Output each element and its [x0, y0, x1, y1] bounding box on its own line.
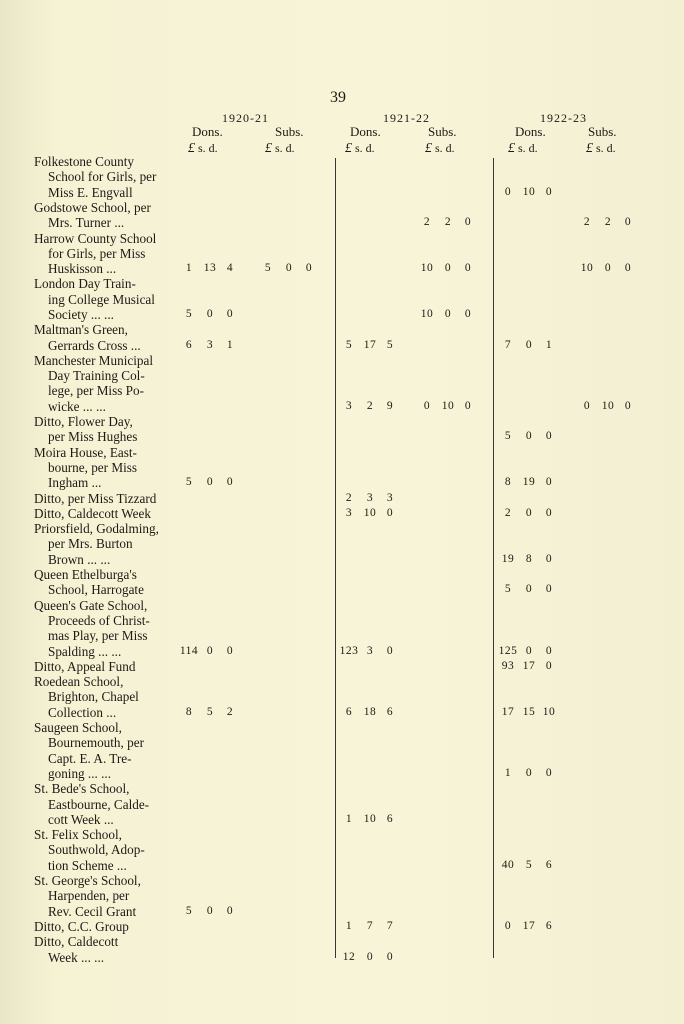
pence-value: 0 [386, 644, 394, 657]
entry-label-line: Queen Ethelburga's [34, 567, 137, 583]
entry-label-line: for Girls, per Miss [48, 245, 146, 261]
shillings-value: 17 [522, 920, 536, 932]
entry-label-line: Spalding ... ... [48, 643, 122, 659]
entry-label [34, 674, 139, 720]
entry-label-line: wicke ... ... [48, 398, 106, 414]
pence-value: 7 [386, 920, 394, 932]
amount-s3 [576, 216, 638, 228]
shillings-value: 0 [206, 644, 214, 657]
page-number: 39 [330, 89, 346, 106]
pounds-value: 12 [342, 950, 356, 963]
unit-dons-1: £ s. d. [188, 141, 218, 156]
entry-label-line: Ditto, Flower Day, [34, 414, 133, 430]
entry-label-line: Gerrards Cross ... [48, 337, 141, 353]
entry-label [34, 231, 156, 277]
shillings-value: 10 [363, 812, 377, 825]
entry-label-line: Harrow County School [34, 230, 157, 246]
shillings-value: 17 [363, 338, 377, 351]
pence-value: 0 [386, 950, 394, 963]
pounds-value: 5 [504, 583, 512, 596]
pence-value: 0 [305, 262, 313, 275]
pence-value: 0 [545, 185, 553, 198]
pence-value: 6 [386, 705, 394, 718]
shillings-value: 10 [601, 399, 615, 412]
shillings-value: 3 [366, 491, 374, 504]
unit-dons-3: £ s. d. [508, 141, 538, 156]
entry-label-line: Manchester Municipal [34, 352, 154, 368]
amount-s3 [576, 262, 638, 274]
entry-label [34, 353, 153, 414]
amount-s1 [257, 262, 319, 274]
amount-d2 [338, 813, 400, 825]
entry-label-line: School for Girls, per [48, 169, 157, 185]
pence-value: 0 [545, 506, 553, 519]
entry-label [34, 200, 151, 231]
col-head-dons-3: Dons. [515, 124, 546, 139]
pence-value: 0 [545, 644, 553, 657]
shillings-value: 2 [444, 216, 452, 229]
shillings-value: 0 [525, 583, 533, 596]
entry-label-line: Brown ... ... [48, 551, 111, 567]
pounds-value: 3 [345, 506, 353, 519]
entry-label [34, 322, 141, 353]
shillings-value: 3 [206, 338, 214, 351]
entry-label-line: tion Scheme ... [48, 857, 127, 873]
pence-value: 6 [545, 920, 553, 932]
pounds-value: 93 [501, 659, 515, 672]
pounds-value: 5 [185, 476, 193, 489]
pounds-value: 0 [504, 185, 512, 198]
pounds-value: 123 [339, 644, 359, 657]
entry-label-line: Ingham ... [48, 475, 102, 491]
pence-value: 0 [386, 506, 394, 519]
amount-d3 [497, 645, 559, 657]
pounds-value: 8 [504, 476, 512, 489]
pounds-value: 0 [504, 920, 512, 932]
entry-label [34, 720, 144, 781]
entry-label-line: Mrs. Turner ... [48, 215, 125, 231]
entry-label-line: Priorsfield, Godalming, [34, 521, 159, 537]
pence-value: 0 [464, 399, 472, 412]
shillings-value: 0 [525, 506, 533, 519]
entry-label-line: Capt. E. A. Tre- [48, 750, 132, 766]
shillings-value: 8 [525, 552, 533, 565]
pounds-value: 2 [345, 491, 353, 504]
pence-value: 0 [226, 476, 234, 489]
shillings-value: 0 [444, 308, 452, 320]
amount-d1 [178, 308, 240, 320]
pence-value: 6 [545, 858, 553, 871]
col-head-dons-1: Dons. [192, 124, 223, 139]
pounds-value: 6 [185, 338, 193, 351]
amount-d1 [178, 645, 240, 657]
pence-value: 1 [545, 338, 553, 351]
entry-label-line: Huskisson ... [48, 261, 117, 277]
pounds-value: 1 [345, 812, 353, 825]
year-heading-1920-21: 1920-21 [222, 111, 269, 125]
amount-d3 [497, 507, 559, 519]
entry-label-line: Maltman's Green, [34, 322, 128, 338]
entry-label-line: Ditto, Appeal Fund [34, 658, 136, 674]
column-divider-1 [335, 158, 336, 958]
pounds-value: 6 [345, 705, 353, 718]
pounds-value: 5 [345, 338, 353, 351]
pence-value: 6 [386, 812, 394, 825]
amount-d2 [338, 951, 400, 963]
entry-label [34, 276, 155, 322]
entry-label-line: per Mrs. Burton [48, 536, 133, 552]
pounds-value: 5 [185, 904, 193, 917]
entry-label-line: Miss E. Engvall [48, 184, 133, 200]
shillings-value: 0 [444, 262, 452, 275]
col-head-subs-3: Subs. [588, 124, 617, 139]
pounds-value: 19 [501, 552, 515, 565]
entry-label-line: Southwold, Adop- [48, 842, 145, 858]
entry-label-line: Collection ... [48, 704, 117, 720]
entry-label-line: Ditto, Caldecott [34, 934, 119, 950]
pounds-value: 125 [498, 644, 518, 657]
amount-d1 [178, 339, 240, 351]
entry-label [34, 781, 149, 827]
entry-label [34, 827, 145, 873]
shillings-value: 2 [604, 216, 612, 229]
amount-d3 [497, 706, 559, 718]
amount-d3 [497, 430, 559, 442]
amount-d3 [497, 859, 559, 871]
entry-label [34, 567, 144, 598]
entry-label-line: lege, per Miss Po- [48, 383, 144, 399]
amount-d3 [497, 767, 559, 779]
shillings-value: 0 [206, 308, 214, 320]
entry-label-line: Harpenden, per [48, 888, 130, 904]
pounds-value: 1 [504, 767, 512, 779]
pence-value: 0 [624, 399, 632, 412]
shillings-value: 0 [206, 476, 214, 489]
pounds-value: 17 [501, 705, 515, 718]
entry-label-line: Rev. Cecil Grant [48, 903, 137, 919]
entry-label-line: bourne, per Miss [48, 459, 138, 475]
entry-label-line: ing College Musical [48, 291, 155, 307]
unit-subs-1: £ s. d. [265, 141, 295, 156]
entry-label-line: mas Play, per Miss [48, 628, 148, 644]
amount-d3 [497, 583, 559, 595]
amount-d2 [338, 492, 400, 504]
entry-label-line: Week ... ... [48, 949, 105, 965]
col-head-dons-2: Dons. [350, 124, 381, 139]
amount-d2 [338, 400, 400, 412]
entry-label-line: Queen's Gate School, [34, 597, 148, 613]
entry-label-line: cott Week ... [48, 811, 114, 827]
amount-d2 [338, 706, 400, 718]
shillings-value: 15 [522, 705, 536, 718]
pounds-value: 1 [345, 920, 353, 932]
amount-d3 [497, 186, 559, 198]
col-head-subs-2: Subs. [428, 124, 457, 139]
entry-label [34, 506, 151, 521]
pounds-value: 3 [345, 399, 353, 412]
pence-value: 0 [545, 659, 553, 672]
unit-subs-3: £ s. d. [586, 141, 616, 156]
pence-value: 0 [624, 216, 632, 229]
entry-label-line: Brighton, Chapel [48, 689, 139, 705]
amount-d2 [338, 339, 400, 351]
pounds-value: 8 [185, 705, 193, 718]
amount-d3 [497, 660, 559, 672]
pence-value: 0 [545, 476, 553, 489]
pence-value: 0 [624, 262, 632, 275]
pounds-value: 0 [583, 399, 591, 412]
pounds-value: 10 [420, 262, 434, 275]
shillings-value: 0 [525, 338, 533, 351]
pence-value: 0 [545, 583, 553, 596]
pounds-value: 0 [423, 399, 431, 412]
shillings-value: 10 [363, 506, 377, 519]
amount-d1 [178, 262, 240, 274]
shillings-value: 19 [522, 476, 536, 489]
pence-value: 3 [386, 491, 394, 504]
entry-label [34, 659, 135, 674]
shillings-value: 5 [525, 858, 533, 871]
shillings-value: 17 [522, 659, 536, 672]
shillings-value: 7 [366, 920, 374, 932]
amount-s2 [416, 216, 478, 228]
entry-label-line: School, Harrogate [48, 582, 144, 598]
pence-value: 9 [386, 399, 394, 412]
entry-label [34, 445, 137, 491]
pounds-value: 114 [179, 644, 199, 657]
entry-label [34, 414, 137, 445]
pounds-value: 5 [504, 430, 512, 443]
pounds-value: 2 [583, 216, 591, 229]
amount-s3 [576, 400, 638, 412]
entry-label-line: Bournemouth, per [48, 735, 144, 751]
shillings-value: 2 [366, 399, 374, 412]
entry-label-line: per Miss Hughes [48, 429, 138, 445]
pence-value: 0 [226, 904, 234, 917]
pence-value: 0 [464, 216, 472, 229]
shillings-value: 18 [363, 705, 377, 718]
entry-label-line: Proceeds of Christ- [48, 612, 150, 628]
pounds-value: 2 [423, 216, 431, 229]
pounds-value: 40 [501, 858, 515, 871]
shillings-value: 10 [522, 185, 536, 198]
pence-value: 0 [464, 308, 472, 320]
amount-d1 [178, 905, 240, 917]
entry-label-line: Roedean School, [34, 674, 124, 690]
shillings-value: 13 [203, 262, 217, 275]
entry-label-line: Ditto, per Miss Tizzard [34, 490, 157, 506]
pence-value: 0 [545, 767, 553, 779]
entry-label [34, 154, 156, 200]
entry-label [34, 491, 156, 506]
entry-label-line: St. Felix School, [34, 827, 122, 843]
amount-d3 [497, 553, 559, 565]
pounds-value: 10 [580, 262, 594, 275]
pounds-value: 5 [264, 262, 272, 275]
year-heading-1922-23: 1922-23 [540, 111, 587, 125]
entry-label [34, 919, 129, 934]
entry-label-line: goning ... ... [48, 765, 112, 781]
amount-d3 [497, 339, 559, 351]
unit-dons-2: £ s. d. [345, 141, 375, 156]
shillings-value: 5 [206, 705, 214, 718]
amount-d1 [178, 706, 240, 718]
pence-value: 10 [542, 705, 556, 718]
pence-value: 2 [226, 705, 234, 718]
entry-label-line: St. George's School, [34, 873, 141, 889]
pounds-value: 1 [185, 262, 193, 275]
col-head-subs-1: Subs. [275, 124, 304, 139]
entry-label-line: Folkestone County [34, 154, 135, 169]
entry-label-line: London Day Train- [34, 276, 136, 292]
pounds-value: 10 [420, 308, 434, 320]
entry-label-line: Moira House, East- [34, 444, 137, 460]
pence-value: 0 [226, 644, 234, 657]
amount-d3 [497, 920, 559, 932]
shillings-value: 0 [525, 767, 533, 779]
entry-label-line: Saugeen School, [34, 720, 122, 736]
pence-value: 0 [545, 430, 553, 443]
amount-d2 [338, 920, 400, 932]
year-heading-1921-22: 1921-22 [383, 111, 430, 125]
shillings-value: 0 [525, 644, 533, 657]
pence-value: 5 [386, 338, 394, 351]
shillings-value: 0 [366, 950, 374, 963]
entry-label [34, 873, 141, 919]
amount-d1 [178, 476, 240, 488]
shillings-value: 10 [441, 399, 455, 412]
pence-value: 0 [464, 262, 472, 275]
entry-label [34, 521, 159, 567]
pounds-value: 5 [185, 308, 193, 320]
pence-value: 0 [226, 308, 234, 320]
entry-label [34, 934, 118, 965]
entry-label-line: Society ... ... [48, 306, 114, 322]
amount-d2 [338, 507, 400, 519]
entry-label-line: Day Training Col- [48, 368, 145, 384]
amount-d2 [338, 645, 400, 657]
pence-value: 1 [226, 338, 234, 351]
entry-label-line: St. Bede's School, [34, 781, 130, 797]
entry-label [34, 598, 150, 659]
amount-s2 [416, 308, 478, 320]
entry-label-line: Ditto, C.C. Group [34, 919, 129, 934]
column-divider-2 [493, 158, 494, 958]
shillings-value: 0 [604, 262, 612, 275]
entry-label-line: Ditto, Caldecott Week [34, 505, 151, 521]
pounds-value: 2 [504, 506, 512, 519]
pounds-value: 7 [504, 338, 512, 351]
pence-value: 4 [226, 262, 234, 275]
amount-d3 [497, 476, 559, 488]
shillings-value: 3 [366, 644, 374, 657]
unit-subs-2: £ s. d. [425, 141, 455, 156]
entry-label-line: Eastbourne, Calde- [48, 796, 150, 812]
shillings-value: 0 [285, 262, 293, 275]
amount-s2 [416, 262, 478, 274]
shillings-value: 0 [525, 430, 533, 443]
amount-s2 [416, 400, 478, 412]
pence-value: 0 [545, 552, 553, 565]
shillings-value: 0 [206, 904, 214, 917]
entry-label-line: Godstowe School, per [34, 199, 151, 215]
